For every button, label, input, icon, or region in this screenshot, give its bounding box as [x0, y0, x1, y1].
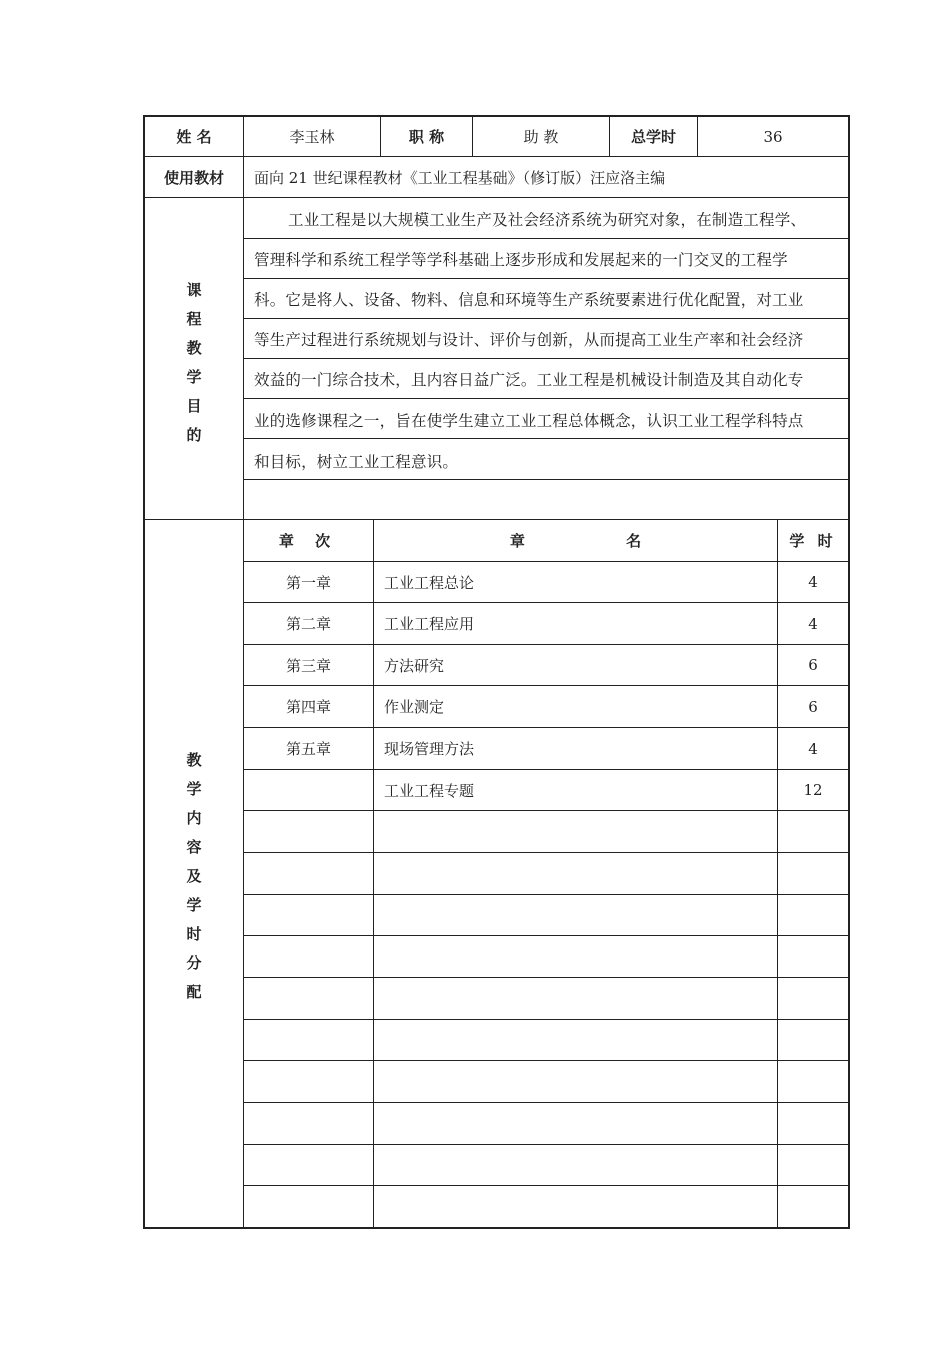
purpose-label-char: 程 — [186, 310, 202, 328]
hours-column-header: 学 时 — [789, 532, 837, 550]
table-right-border — [848, 115, 850, 1228]
table-bottom-border — [143, 1227, 850, 1229]
chapter-hours: 4 — [808, 614, 818, 633]
row-line — [243, 894, 850, 895]
textbook-label: 使用教材 — [163, 168, 224, 187]
content-label-char: 容 — [186, 838, 202, 856]
chapter-name: 工业工程应用 — [384, 615, 475, 633]
row-line — [143, 197, 850, 198]
row-line — [243, 278, 850, 279]
chapter-number: 第二章 — [285, 615, 331, 633]
row-line — [243, 1185, 850, 1186]
purpose-text-line: 工业工程是以大规模工业生产及社会经济系统为研究对象，在制造工程学、 — [288, 211, 807, 229]
purpose-label-char: 的 — [186, 426, 202, 444]
content-label-char: 配 — [186, 983, 202, 1001]
row-line — [243, 438, 850, 439]
purpose-text-line: 和目标，树立工业工程意识。 — [254, 453, 459, 471]
row-line — [243, 810, 850, 811]
content-label-char: 学 — [186, 780, 202, 798]
row-line — [243, 1060, 850, 1061]
row-line — [243, 358, 850, 359]
purpose-label-char: 教 — [186, 339, 202, 357]
name-label: 姓 名 — [176, 128, 212, 146]
purpose-text-line: 等生产过程进行系统规划与设计、评价与创新，从而提高工业生产率和社会经济 — [254, 331, 804, 349]
title-label: 职 称 — [408, 128, 445, 146]
chapter-number — [244, 770, 373, 810]
content-label-char: 学 — [186, 896, 202, 914]
chapter-hours: 6 — [808, 697, 818, 716]
chapter-name: 现场管理方法 — [384, 740, 475, 758]
total-hours-value: 36 — [763, 127, 783, 146]
chapter-hours: 12 — [803, 781, 823, 799]
content-label-char: 内 — [186, 809, 202, 827]
row-line — [243, 1102, 850, 1103]
content-label-char: 时 — [186, 925, 202, 943]
purpose-label-char: 课 — [186, 281, 202, 299]
title-value: 助 教 — [523, 128, 559, 146]
purpose-text-line: 业的选修课程之一，旨在使学生建立工业工程总体概念，认识工业工程学科特点 — [254, 412, 804, 430]
row-line — [243, 935, 850, 936]
row-line — [243, 238, 850, 239]
chapter-name: 作业测定 — [384, 698, 445, 716]
content-label-char: 及 — [186, 867, 202, 885]
chapter-number: 第三章 — [285, 656, 331, 675]
purpose-label-char: 学 — [186, 368, 202, 386]
chapter-name: 工业工程总论 — [384, 573, 475, 592]
chapter-column-header: 章 次 — [278, 532, 339, 550]
purpose-text-line: 效益的一门综合技术，且内容日益广泛。工业工程是机械设计制造及其自动化专 — [254, 371, 804, 389]
content-label — [145, 746, 243, 1007]
row-line — [243, 1144, 850, 1145]
name-value: 李玉林 — [289, 128, 335, 146]
textbook-value: 面向 21 世纪课程教材《工业工程基础》（修订版）汪应洛主编 — [254, 168, 666, 187]
chapter-hours: 6 — [808, 656, 818, 674]
chapter-number: 第五章 — [285, 740, 331, 758]
chapter-hours: 4 — [808, 739, 818, 758]
purpose-label-char: 目 — [186, 397, 202, 415]
total-hours-label: 总学时 — [630, 128, 676, 146]
chapter-hours: 4 — [808, 573, 818, 591]
purpose-text-line: 科。它是将人、设备、物料、信息和环境等生产系统要素进行优化配置，对工业 — [254, 291, 804, 309]
chapter-number: 第一章 — [285, 573, 331, 592]
purpose-label — [145, 276, 243, 450]
chapter-number: 第四章 — [285, 698, 331, 716]
chapter-name: 方法研究 — [384, 656, 445, 675]
row-line — [243, 479, 850, 480]
row-line — [243, 318, 850, 319]
row-line — [243, 852, 850, 853]
row-line — [243, 398, 850, 399]
content-label-char: 教 — [186, 751, 202, 769]
purpose-text-line: 管理科学和系统工程学等学科基础上逐步形成和发展起来的一门交叉的工程学 — [254, 251, 788, 269]
content-label-char: 分 — [186, 954, 202, 972]
chapter-name-column-header: 章 名 — [509, 532, 690, 550]
chapter-name: 工业工程专题 — [384, 781, 475, 800]
row-line — [243, 1019, 850, 1020]
row-line — [243, 977, 850, 978]
